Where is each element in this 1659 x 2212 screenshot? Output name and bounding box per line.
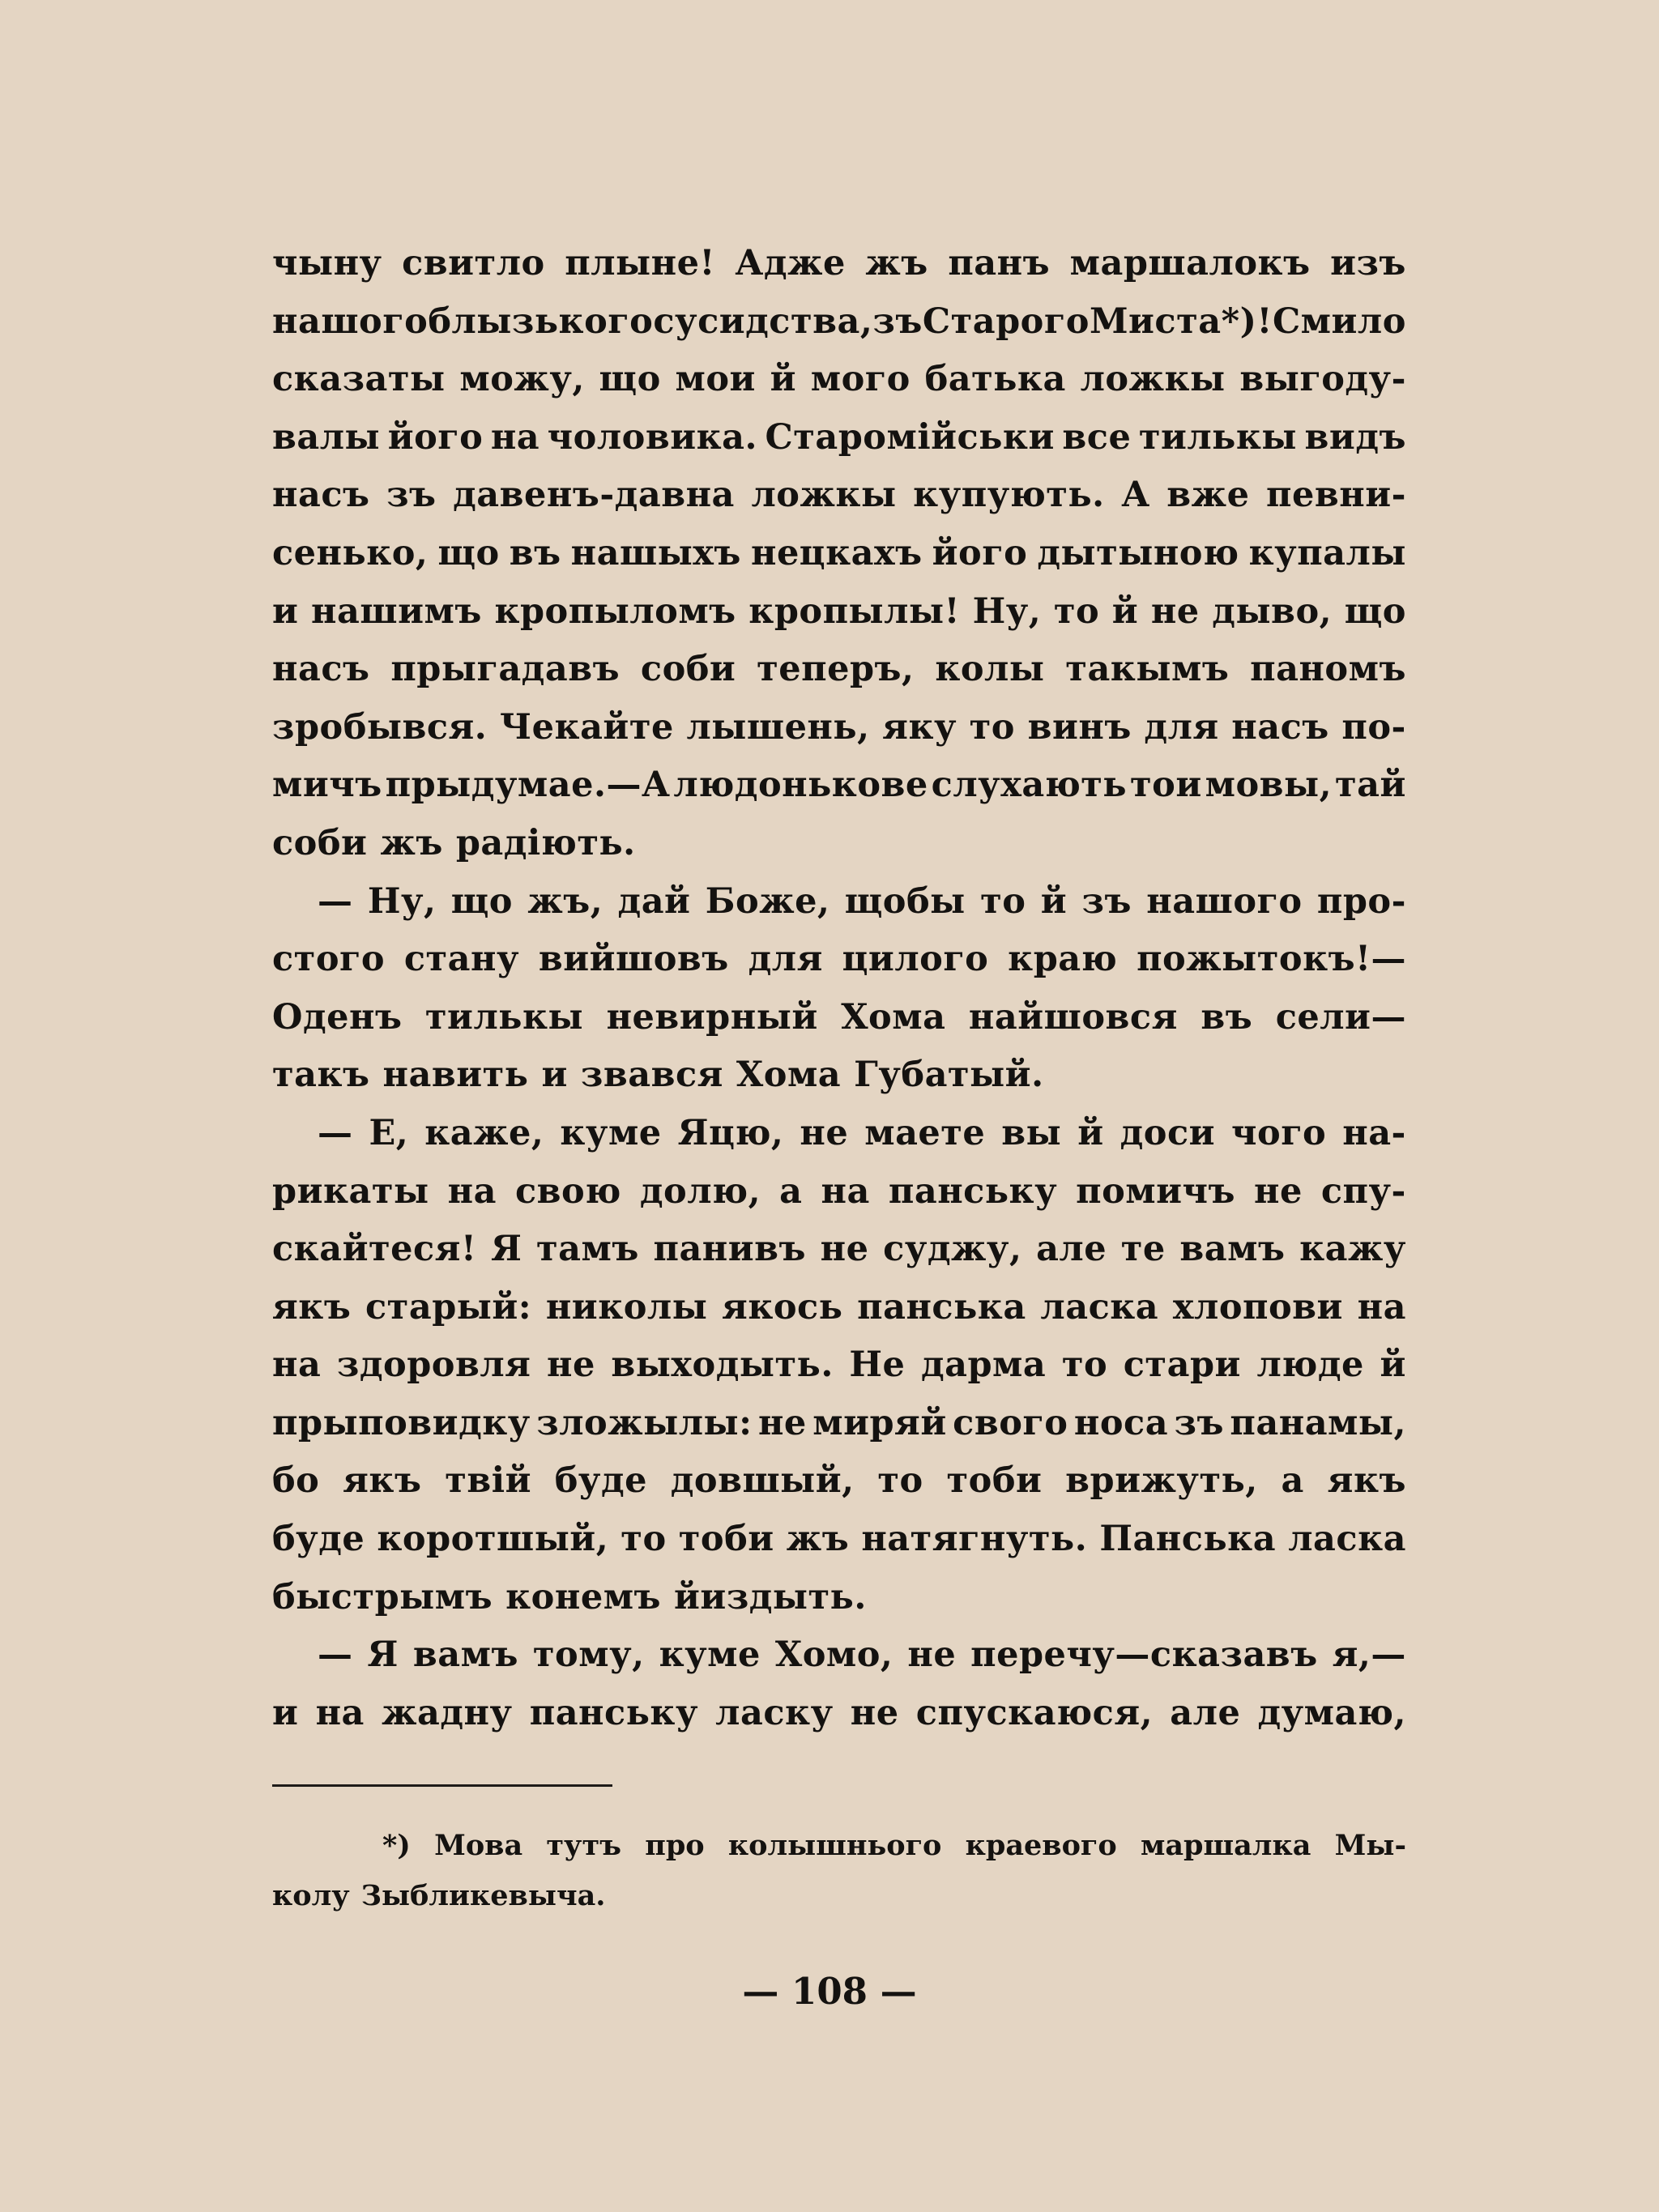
word: а — [1281, 1460, 1304, 1502]
text-line — [272, 765, 1406, 823]
word: колы — [935, 649, 1045, 690]
word: Хома — [841, 996, 946, 1038]
word: на- — [1342, 1112, 1406, 1153]
word: вийшовъ — [538, 939, 729, 980]
word: Ну, — [972, 590, 1042, 632]
word: й — [770, 359, 797, 400]
word: панська — [857, 1286, 1026, 1328]
word: яку — [882, 706, 957, 748]
word: тамъ — [536, 1229, 639, 1270]
word: прыдумае.—А — [385, 765, 671, 806]
word: вамъ — [412, 1634, 518, 1676]
text-line — [272, 1577, 1406, 1635]
word: я,— — [1332, 1634, 1406, 1676]
word: зъ — [386, 475, 437, 516]
word: жъ — [786, 1519, 850, 1560]
word: чыну — [272, 243, 382, 283]
text-line — [272, 1460, 1406, 1519]
word: насъ — [272, 649, 370, 690]
word: тоби — [946, 1460, 1043, 1502]
word: выходыть. — [611, 1345, 834, 1386]
word: дыво, — [1212, 590, 1333, 632]
word: Боже, — [705, 880, 830, 922]
word: думаю, — [1257, 1692, 1406, 1733]
word: прыповидку — [272, 1402, 531, 1443]
text-line — [272, 533, 1406, 591]
word: свою — [515, 1170, 621, 1212]
word: дай — [617, 880, 691, 922]
text-line — [272, 417, 1406, 475]
word: про- — [1316, 880, 1406, 922]
word: носа — [1073, 1402, 1169, 1443]
text-line — [272, 1693, 1406, 1751]
word: й — [1040, 880, 1068, 922]
word: вамъ — [1179, 1229, 1286, 1270]
text-line — [272, 1113, 1406, 1171]
word: не — [757, 1402, 807, 1443]
word: й — [1111, 590, 1139, 632]
text-line — [272, 1171, 1406, 1230]
text-line — [272, 1634, 1406, 1693]
word: люде — [1256, 1345, 1364, 1386]
word: Оденъ — [272, 996, 403, 1038]
word: Яцю, — [677, 1112, 784, 1153]
word: не — [850, 1692, 899, 1733]
word: мовы, — [1205, 765, 1333, 806]
word: цилого — [842, 939, 989, 980]
word: вы — [1001, 1112, 1062, 1153]
word: буде — [272, 1519, 365, 1560]
word: перечу—сказавъ — [970, 1634, 1318, 1676]
word: коротшый, — [377, 1519, 609, 1560]
word: не — [1254, 1170, 1303, 1212]
word: куме — [659, 1634, 761, 1676]
word: *) — [382, 1829, 411, 1862]
word: сусидства, — [653, 300, 873, 342]
word: що — [437, 532, 500, 573]
word: свитло — [402, 243, 545, 283]
word: давенъ-давна — [453, 475, 735, 516]
word: невирный — [606, 996, 818, 1038]
word: винъ — [1027, 706, 1132, 748]
word: стари — [1123, 1345, 1241, 1386]
word: такъ — [272, 1055, 370, 1096]
footnote-line — [272, 1879, 1406, 1929]
word: и — [541, 1055, 568, 1096]
word: старый: — [365, 1286, 532, 1328]
word: тутъ — [546, 1829, 622, 1862]
word: — — [318, 1112, 353, 1153]
word: Чекайте — [499, 706, 674, 748]
word: прыгадавъ — [390, 649, 621, 690]
word: для — [748, 939, 823, 980]
word: на — [490, 416, 540, 458]
word: ласка — [1040, 1286, 1159, 1328]
word: а — [779, 1170, 803, 1212]
word: тилькы — [1138, 416, 1298, 458]
word: йиздыть. — [674, 1576, 867, 1617]
word: насъ — [1231, 706, 1329, 748]
word: колышнього — [727, 1829, 942, 1862]
word: выгоду- — [1239, 359, 1406, 400]
word: що — [599, 359, 661, 400]
word: краю — [1008, 939, 1118, 980]
word: пожытокъ!— — [1137, 939, 1406, 980]
word: радіють. — [455, 822, 636, 863]
word: довшый, — [670, 1460, 855, 1502]
word: стану — [403, 939, 520, 980]
word: Е, — [369, 1112, 409, 1153]
text-line — [272, 359, 1406, 417]
word: мичъ — [272, 765, 382, 806]
word: и — [272, 1692, 299, 1733]
text-line — [272, 939, 1406, 997]
word: не — [907, 1634, 957, 1676]
page-number: — 108 — — [742, 1970, 917, 2013]
word: бо — [272, 1460, 320, 1502]
word: сказаты — [272, 359, 446, 400]
word: його — [932, 532, 1028, 573]
word: якось — [722, 1286, 843, 1328]
word: Панська — [1099, 1519, 1277, 1560]
word: слухають — [931, 765, 1128, 806]
word: якъ — [1327, 1460, 1406, 1502]
word: буде — [554, 1460, 647, 1502]
word: Мы- — [1334, 1829, 1406, 1862]
word: тилькы — [424, 996, 584, 1038]
word: його — [387, 416, 484, 458]
word: Старого — [922, 300, 1090, 342]
text-line — [272, 1403, 1406, 1461]
footnote — [272, 1829, 1406, 1929]
word: то — [1053, 590, 1100, 632]
word: спу- — [1320, 1170, 1406, 1212]
word: людонькове — [673, 765, 928, 806]
word: тоби — [678, 1519, 774, 1560]
word: навить — [382, 1055, 529, 1096]
word: купалы — [1248, 532, 1406, 573]
word: соби — [640, 649, 736, 690]
word: лышень, — [686, 706, 870, 748]
word: нецкахъ — [750, 532, 923, 573]
word: звався — [580, 1055, 723, 1096]
word: на — [821, 1170, 870, 1212]
word: зъ — [872, 300, 923, 342]
word: не — [800, 1112, 849, 1153]
text-line — [272, 707, 1406, 765]
word: миряй — [812, 1402, 947, 1443]
word: твій — [445, 1460, 531, 1502]
word: якъ — [272, 1286, 352, 1328]
word: не — [547, 1345, 595, 1386]
word: въ — [1201, 996, 1253, 1038]
word: але — [1170, 1692, 1241, 1733]
word: Я — [490, 1229, 522, 1270]
word: дарма — [920, 1345, 1047, 1386]
word: тому, — [532, 1634, 645, 1676]
footnote-separator — [272, 1784, 612, 1787]
body-text — [272, 243, 1406, 1750]
word: спускаюся, — [915, 1692, 1154, 1733]
word: рикаты — [272, 1170, 429, 1212]
word: Губатый. — [854, 1055, 1044, 1096]
text-line — [272, 243, 1406, 301]
word: насъ — [272, 475, 370, 516]
word: кропыломъ — [494, 590, 736, 632]
word: якъ — [343, 1460, 422, 1502]
word: тои — [1130, 765, 1202, 806]
word: панивъ — [653, 1229, 807, 1270]
word: що — [450, 880, 513, 922]
word: плыне! — [565, 243, 715, 283]
word: нашого — [272, 300, 429, 342]
word: на — [315, 1692, 365, 1733]
word: на — [272, 1345, 322, 1386]
word: Мова — [434, 1829, 523, 1862]
word: вже — [1166, 475, 1250, 516]
text-line — [272, 823, 1406, 881]
word: зъ — [1174, 1402, 1224, 1443]
word: каже, — [424, 1112, 544, 1153]
word: панъ — [948, 243, 1051, 283]
word: нашимъ — [311, 590, 482, 632]
text-line — [272, 1055, 1406, 1113]
word: те — [1120, 1229, 1166, 1270]
word: батька — [924, 359, 1066, 400]
word: натягнуть. — [861, 1519, 1088, 1560]
text-line — [272, 301, 1406, 360]
word: такымъ — [1065, 649, 1230, 690]
word: купують. — [913, 475, 1105, 516]
word: Старомійськи — [765, 416, 1055, 458]
word: на — [447, 1170, 497, 1212]
word: панську — [888, 1170, 1058, 1212]
word: ложкы — [751, 475, 897, 516]
word: й — [1380, 1345, 1406, 1386]
word: Я — [367, 1634, 399, 1676]
word: Зыбликевыча. — [360, 1879, 606, 1912]
text-line — [272, 591, 1406, 650]
word: зложылы: — [536, 1402, 753, 1443]
word: Хома — [736, 1055, 842, 1096]
word: й — [1077, 1112, 1104, 1153]
word: ложкы — [1080, 359, 1226, 400]
word: то — [1061, 1345, 1108, 1386]
word: маете — [864, 1112, 986, 1153]
word: стого — [272, 939, 386, 980]
word: не — [1150, 590, 1200, 632]
word: кажу — [1299, 1229, 1406, 1270]
text-line — [272, 1519, 1406, 1577]
word: соби — [272, 822, 368, 863]
word: конемъ — [505, 1576, 662, 1617]
word: жъ — [865, 243, 928, 283]
word: але — [1036, 1229, 1107, 1270]
word: найшовся — [968, 996, 1178, 1038]
word: мои — [675, 359, 756, 400]
word: нашыхъ — [570, 532, 741, 573]
word: Смило — [1272, 300, 1406, 342]
word: блызького — [428, 300, 654, 342]
word: колу — [272, 1879, 350, 1912]
footnote-line — [272, 1829, 1406, 1879]
word: здоровля — [336, 1345, 531, 1386]
text-line — [272, 997, 1406, 1055]
word: тай — [1335, 765, 1406, 806]
word: по- — [1341, 706, 1406, 748]
word: жъ — [380, 822, 443, 863]
word: то — [969, 706, 1015, 748]
text-line — [272, 1229, 1406, 1287]
word: въ — [509, 532, 561, 573]
word: Не — [849, 1345, 906, 1386]
word: сели— — [1275, 996, 1406, 1038]
word: чого — [1231, 1112, 1327, 1153]
word: Миста — [1089, 300, 1222, 342]
word: видъ — [1304, 416, 1406, 458]
word: — — [318, 1634, 353, 1676]
word: долю, — [639, 1170, 761, 1212]
word: помичъ — [1076, 1170, 1235, 1212]
text-line — [272, 881, 1406, 940]
word: *)! — [1221, 300, 1273, 342]
word: ласка — [1288, 1519, 1406, 1560]
word: не — [820, 1229, 869, 1270]
text-line — [272, 475, 1406, 533]
word: скайтеся! — [272, 1229, 477, 1270]
word: хлопови — [1172, 1286, 1343, 1328]
word: доси — [1120, 1112, 1216, 1153]
word: про — [645, 1829, 705, 1862]
word: Адже — [735, 243, 846, 283]
text-line — [272, 1287, 1406, 1345]
word: мого — [810, 359, 911, 400]
word: паномъ — [1250, 649, 1406, 690]
word: валы — [272, 416, 381, 458]
word: то — [980, 880, 1026, 922]
word: дытыною — [1037, 532, 1239, 573]
word: изъ — [1330, 243, 1406, 283]
word: на — [1357, 1286, 1406, 1328]
text-line — [272, 1345, 1406, 1403]
word: певни- — [1266, 475, 1406, 516]
word: А — [1121, 475, 1150, 516]
word: быстрымъ — [272, 1576, 493, 1617]
word: зробывся. — [272, 706, 488, 748]
word: сенько, — [272, 532, 429, 573]
word: зъ — [1081, 880, 1132, 922]
word: кропылы! — [748, 590, 960, 632]
word: суджу, — [883, 1229, 1022, 1270]
word: то — [877, 1460, 923, 1502]
word: все — [1062, 416, 1132, 458]
word: — — [318, 880, 353, 922]
word: чоловика. — [547, 416, 757, 458]
word: ласку — [715, 1692, 834, 1733]
word: куме — [560, 1112, 662, 1153]
word: краевого — [965, 1829, 1117, 1862]
word: можу, — [459, 359, 585, 400]
word: и — [272, 590, 299, 632]
word: для — [1144, 706, 1219, 748]
word: свого — [953, 1402, 1068, 1443]
word: теперъ, — [757, 649, 915, 690]
word: маршалокъ — [1069, 243, 1311, 283]
word: врижуть, — [1065, 1460, 1258, 1502]
word: то — [621, 1519, 667, 1560]
word: жъ, — [527, 880, 603, 922]
text-line — [272, 649, 1406, 707]
word: що — [1344, 590, 1406, 632]
word: панську — [529, 1692, 698, 1733]
word: Хомо, — [774, 1634, 893, 1676]
word: нашого — [1146, 880, 1303, 922]
word: панамы, — [1230, 1402, 1406, 1443]
word: николы — [545, 1286, 708, 1328]
word: Ну, — [367, 880, 437, 922]
word: маршалка — [1140, 1829, 1311, 1862]
word: жадну — [382, 1692, 513, 1733]
word: щобы — [844, 880, 966, 922]
